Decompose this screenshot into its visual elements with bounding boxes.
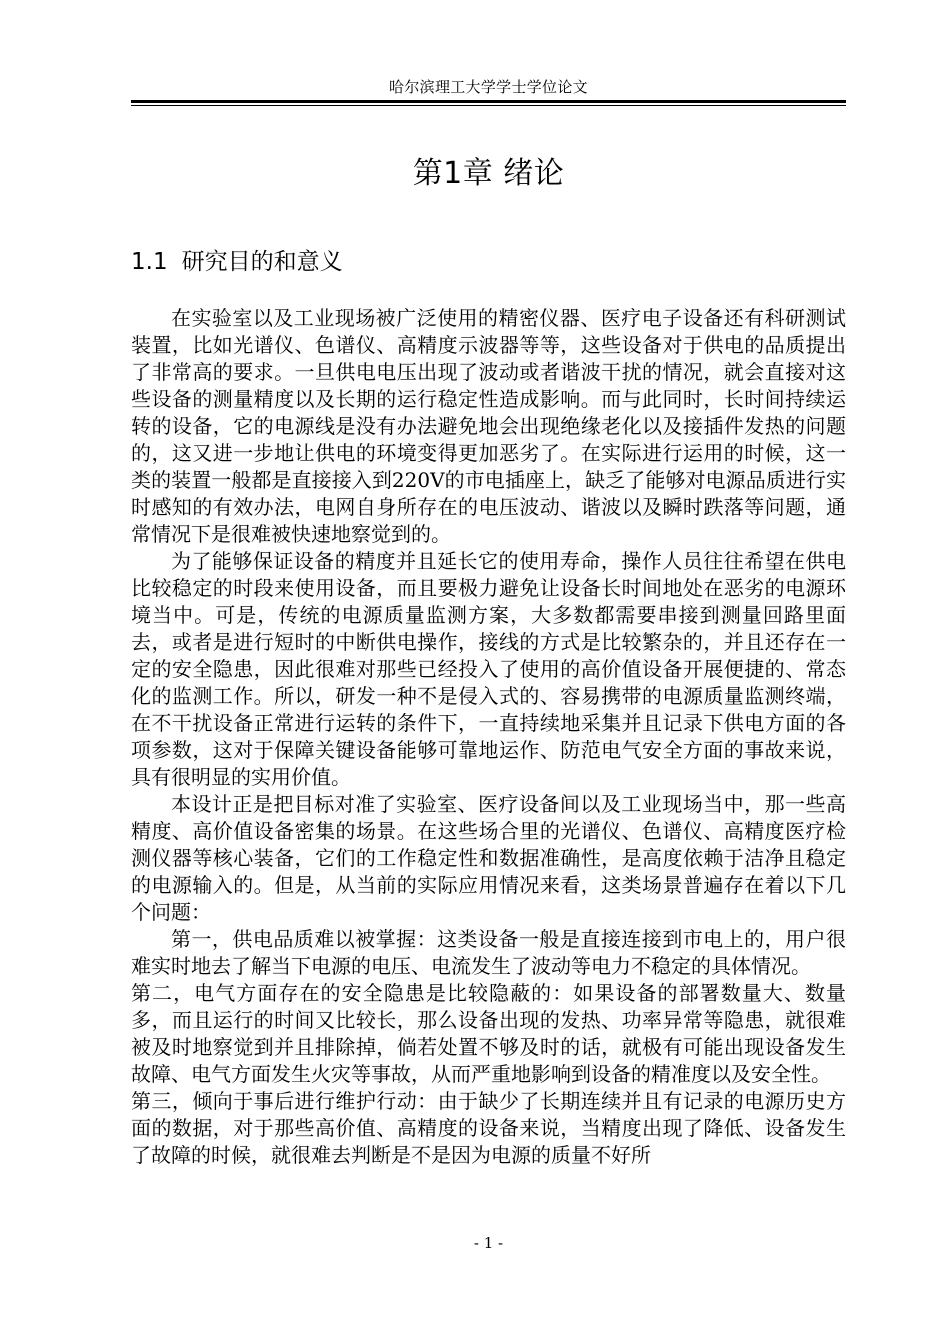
paragraph-problem-3: 第三，倾向于事后进行维护行动：由于缺少了长期连续并且有记录的电源历史方面的数据，对于那些高价值、高精度的设备来说，当精度出现了降低、设备发生了故障的时候，就很难去判断是不是因为电源的质量不好所 bbox=[131, 1089, 846, 1167]
chapter-title: 第1章 绪论 bbox=[412, 156, 565, 191]
paragraph-purpose: 在实验室以及工业现场被广泛使用的精密仪器、医疗电子设备还有科研测试装置，比如光谱仪、色谱仪、高精度示波器等等，这些设备对于供电的品质提出了非常高的要求。一旦供电电压出现了波动或者谐波干扰的情况，就会直接对这些设备的测量精度以及长期的运行稳定性造成影响。而与此同时，长时间持续运转的设备，它的电源线是没有办法避免地会出现绝缘老化以及接插件发热的问题的，这又进一步地让供电的环境变得更加恶劣了。在实际进行运用的时候，这一类的装置一般都是直接接入到220V的市电插座上，缺乏了能够对电源品质进行实时感知的有效办法，电网自身所存在的电压波动、谐波以及瞬时跌落等问题，通常情况下是很难被快速地察觉到的。 bbox=[131, 306, 846, 546]
body-text bbox=[131, 305, 846, 1169]
paragraph-motivation: 为了能够保证设备的精度并且延长它的使用寿命，操作人员往往希望在供电比较稳定的时段来使用设备，而且要极力避免让设备长时间地处在恶劣的电源环境当中。可是，传统的电源质量监测方案，大多数都需要串接到测量回路里面去，或者是进行短时的中断供电操作，接线的方式是比较繁杂的，并且还存在一定的安全隐患，因此很难对那些已经投入了使用的高价值设备开展便捷的、常态化的监测工作。所以，研发一种不是侵入式的、容易携带的电源质量监测终端，在不干扰设备正常进行运转的条件下，一直持续地采集并且记录下供电方面的各项参数，这对于保障关键设备能够可靠地运作、防范电气安全方面的事故来说，具有很明显的实用价值。 bbox=[131, 549, 846, 789]
paragraph-problem-2: 第二，电气方面存在的安全隐患是比较隐蔽的：如果设备的部署数量大、数量多，而且运行的时间又比较长，那么设备出现的发热、功率异常等隐患，就很难被及时地察觉到并且排除掉，倘若处置不够及时的话，就极有可能出现设备发生故障、电气方面发生火灾等事故，从而严重地影响到设备的精准度以及安全性。 bbox=[131, 981, 846, 1086]
header-rule-thin bbox=[131, 105, 846, 106]
paragraph-scope: 本设计正是把目标对准了实验室、医疗设备间以及工业现场当中，那一些高精度、高价值设备密集的场景。在这些场合里的光谱仪、色谱仪、高精度医疗检测仪器等核心装备，它们的工作稳定性和数据准确性，是高度依赖于洁净且稳定的电源输入的。但是，从当前的实际应用情况来看，这类场景普遍存在着以下几个问题： bbox=[131, 792, 846, 924]
section-title: 研究目的和意义 bbox=[181, 249, 343, 275]
running-header: 哈尔滨理工大学学士学位论文 bbox=[389, 78, 588, 96]
page-number: - 1 - bbox=[473, 1234, 504, 1252]
header-rule-thick bbox=[131, 100, 846, 103]
paragraph-problem-1: 第一，供电品质难以被掌握：这类设备一般是直接连接到市电上的，用户很难实时地去了解当下电源的电压、电流发生了波动等电力不稳定的具体情况。 bbox=[131, 927, 846, 978]
section-number: 1.1 bbox=[131, 249, 168, 275]
section-heading bbox=[131, 245, 343, 279]
